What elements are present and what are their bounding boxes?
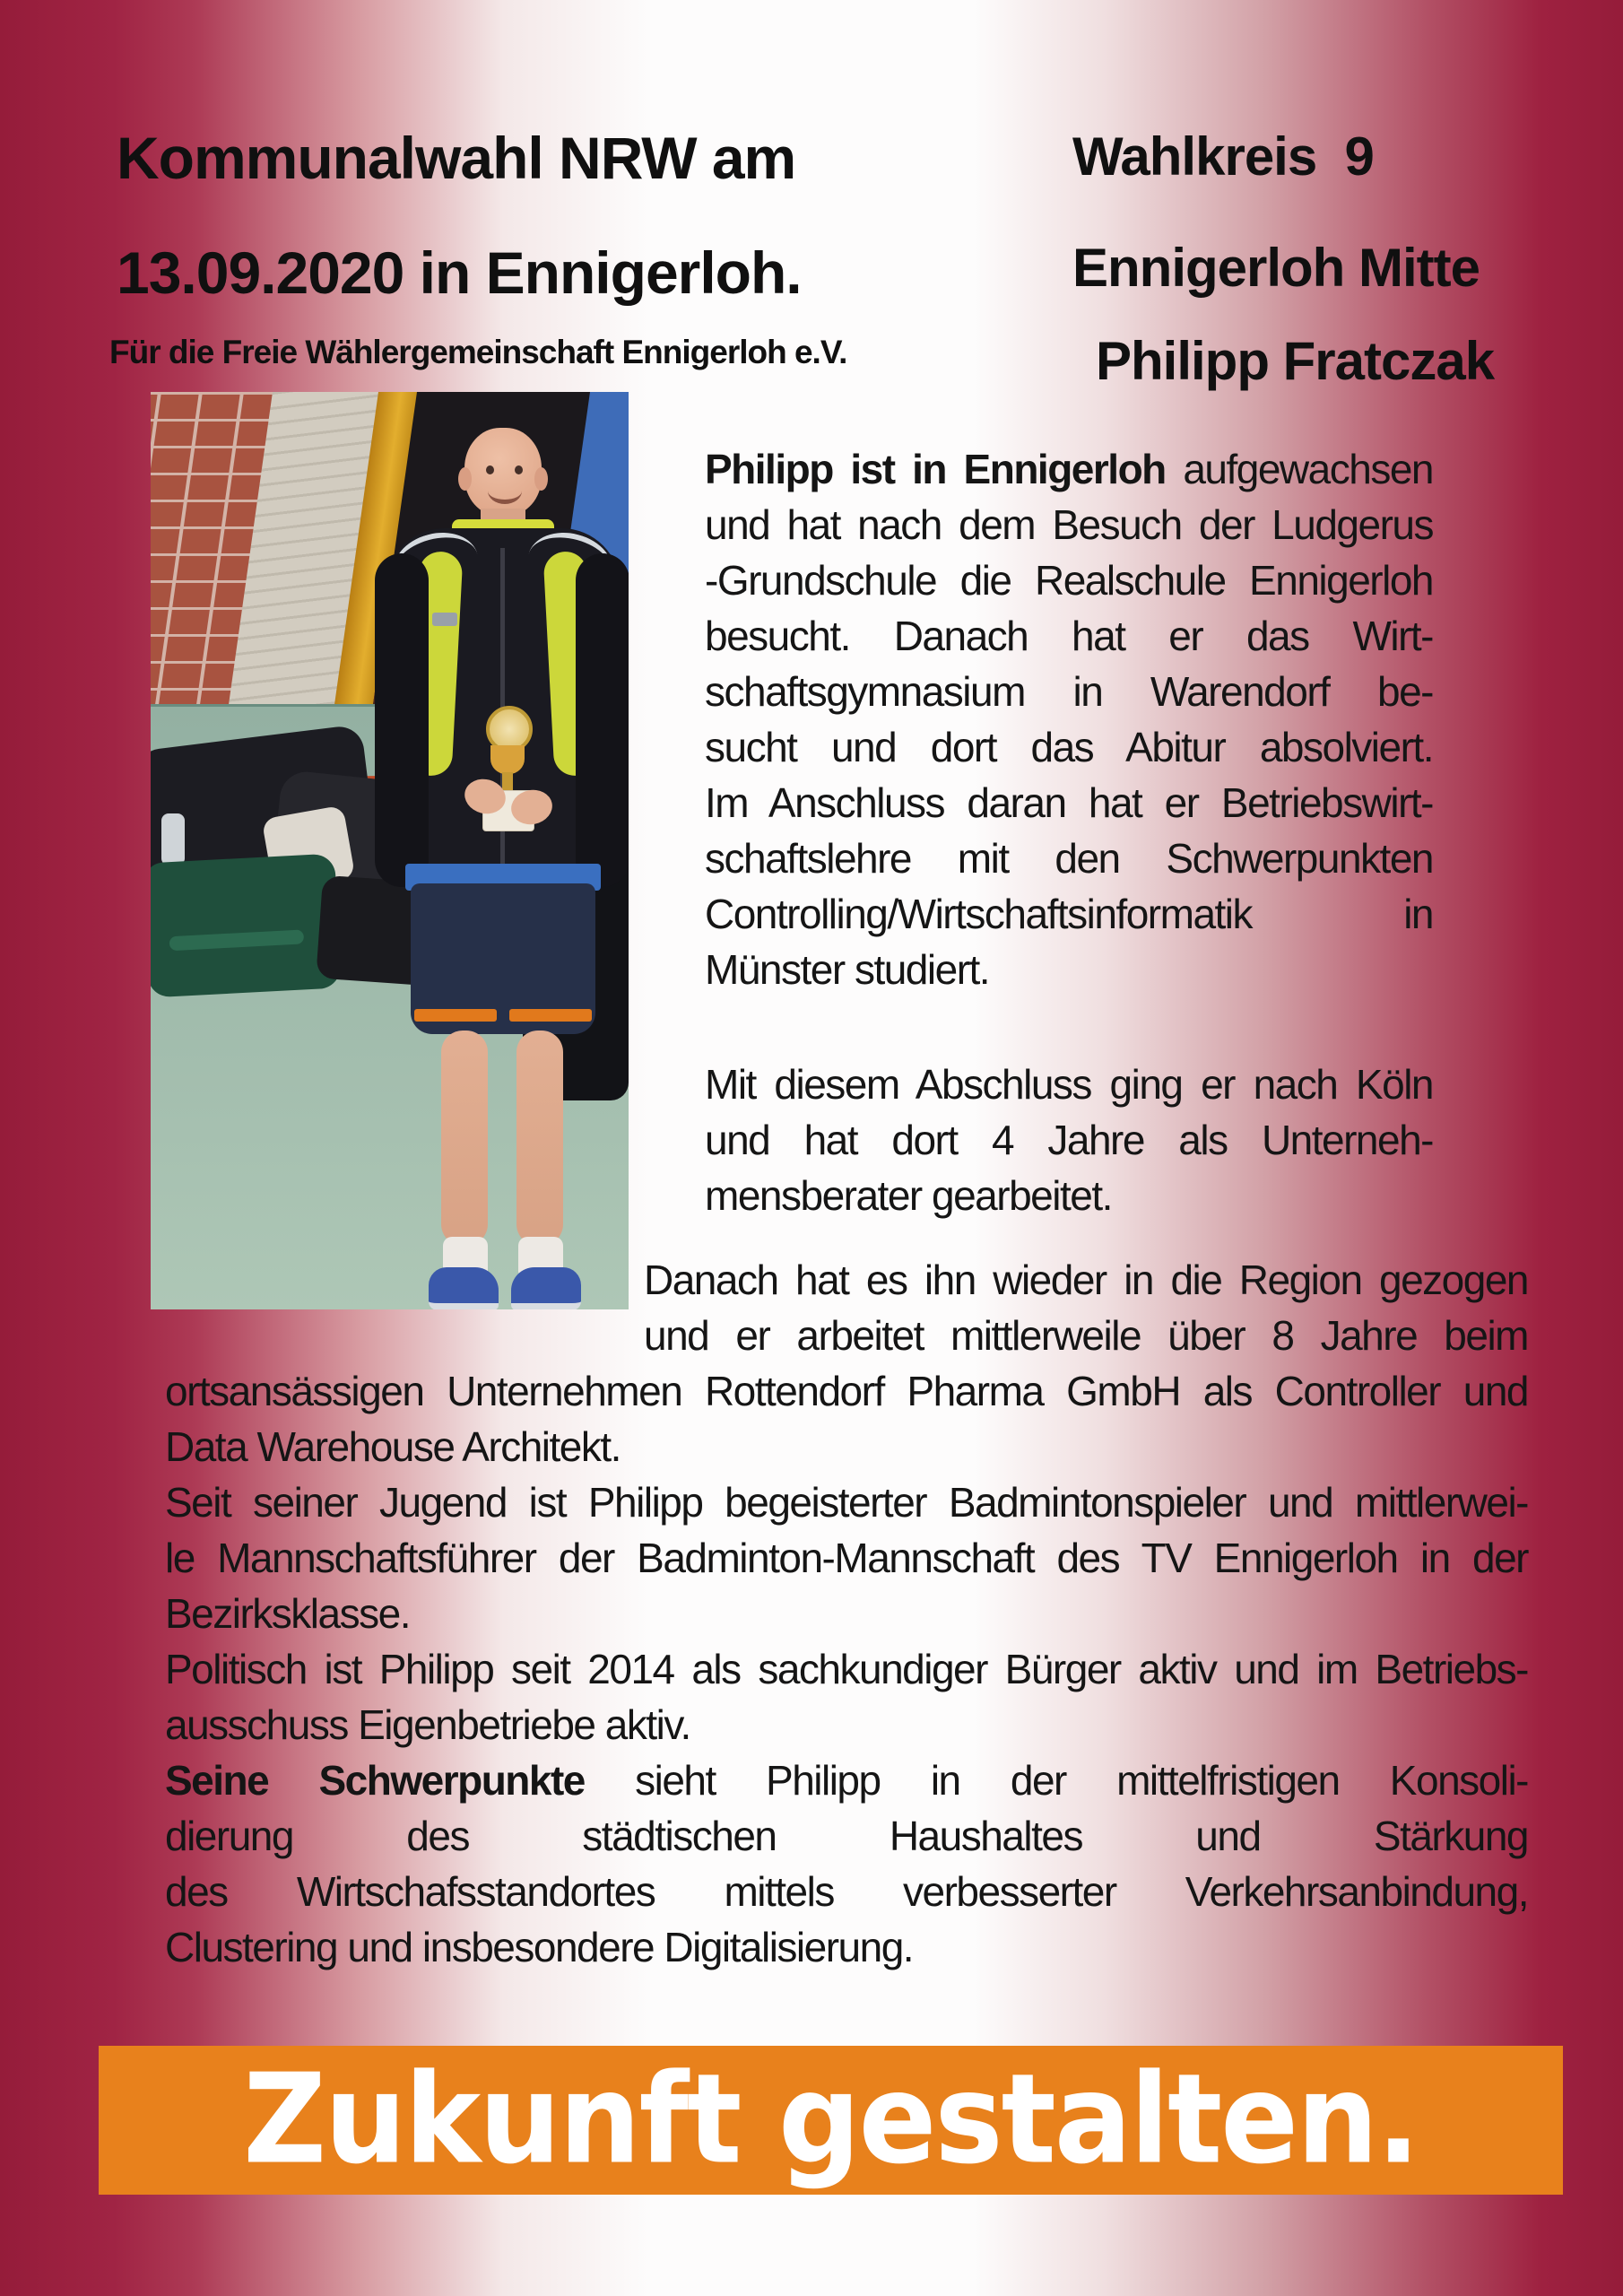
sports-bag-green [151, 853, 342, 997]
text-line: Politisch ist Philipp seit 2014 als sachkundiger Bürger aktiv und im Betriebs- [165, 1646, 1528, 1692]
sleeve-left [375, 553, 429, 887]
text-line: Danach hat es ihn wieder in die Region gezogen [644, 1257, 1528, 1303]
trophy-cup [490, 745, 525, 774]
text-line: le Mannschaftsführer der Badminton-Mannschaft des TV Ennigerloh in der [165, 1535, 1528, 1581]
candidate-photo [151, 392, 629, 1309]
text-line: und er arbeitet mittlerweile über 8 Jahre beim [644, 1312, 1528, 1359]
leg-left [441, 1031, 488, 1246]
man-figure [375, 428, 629, 1309]
bio-paragraph-full-width [165, 1363, 1528, 1975]
text-line: sucht und dort das Abitur absolviert. [705, 724, 1433, 770]
text-line: schaftsgymnasium in Warendorf be- [705, 668, 1433, 715]
text-line: Seit seiner Jugend ist Philipp begeisterter Badmintonspieler und mittlerwei- [165, 1479, 1528, 1526]
shoe-right [511, 1267, 581, 1309]
sleeve-right [576, 553, 629, 887]
text-line: -Grundschule die Realschule Ennigerloh [705, 557, 1433, 604]
ear-left [458, 467, 472, 491]
shorts-trim-left [414, 1009, 497, 1022]
text-line: Bezirksklasse. [165, 1590, 410, 1637]
shoe-left [429, 1267, 499, 1309]
text-line: Clustering und insbesondere Digitalisierung. [165, 1924, 914, 1970]
text-line: Controlling/Wirtschaftsinformatik in [705, 891, 1433, 937]
text-line: Im Anschluss daran hat er Betriebswirt- [705, 779, 1433, 826]
slogan-text: Zukunft gestalten. [243, 2048, 1419, 2192]
text-line: Seine Schwerpunkte sieht Philipp in der mittelfristigen Konsoli- [165, 1757, 1528, 1804]
eye-left [486, 465, 494, 474]
text-line: mensberater gearbeitet. [705, 1172, 1112, 1219]
slogan-banner [99, 2046, 1563, 2195]
bio-paragraph-region [644, 1252, 1528, 1363]
text-line: schaftslehre mit den Schwerpunkten [705, 835, 1433, 882]
title-line-1: Kommunalwahl NRW am [117, 125, 796, 191]
ear-right [534, 467, 548, 491]
text-line: ortsansässigen Unternehmen Rottendorf Pharma GmbH als Controller und [165, 1368, 1528, 1414]
leg-right [516, 1031, 563, 1246]
bio-paragraph-intro [705, 441, 1433, 997]
bio-paragraph-koeln [705, 1057, 1433, 1223]
text-line: Münster studiert. [705, 946, 990, 993]
title-line-2: 13.09.2020 in Ennigerloh. [117, 239, 802, 306]
text-line: dierung des städtischen Haushaltes und Stärkung [165, 1813, 1528, 1859]
water-bottle [161, 813, 185, 865]
text-line: und hat dort 4 Jahre als Unterneh- [705, 1117, 1433, 1163]
text-line: Philipp ist in Ennigerloh aufgewachsen [705, 446, 1433, 492]
jacket-logo [432, 613, 457, 626]
text-line: Mit diesem Abschluss ging er nach Köln [705, 1061, 1433, 1108]
text-line: und hat nach dem Besuch der Ludgerus [705, 501, 1433, 548]
candidate-name: Philipp Fratczak [1096, 331, 1495, 391]
subtitle-association: Für die Freie Wählergemeinschaft Ennigerloh e.V. [109, 334, 847, 370]
text-line: besucht. Danach hat er das Wirt- [705, 613, 1433, 659]
district-name: Ennigerloh Mitte [1072, 238, 1480, 298]
district-label: Wahlkreis 9 [1072, 126, 1374, 187]
text-line: des Wirtschafsstandortes mittels verbesserter Verkehrsanbindung, [165, 1868, 1528, 1915]
text-line: Data Warehouse Architekt. [165, 1423, 621, 1470]
text-line: ausschuss Eigenbetriebe aktiv. [165, 1701, 690, 1748]
eye-right [515, 465, 523, 474]
smile [488, 478, 522, 504]
shorts-trim-right [509, 1009, 592, 1022]
trophy-stem [502, 772, 513, 792]
